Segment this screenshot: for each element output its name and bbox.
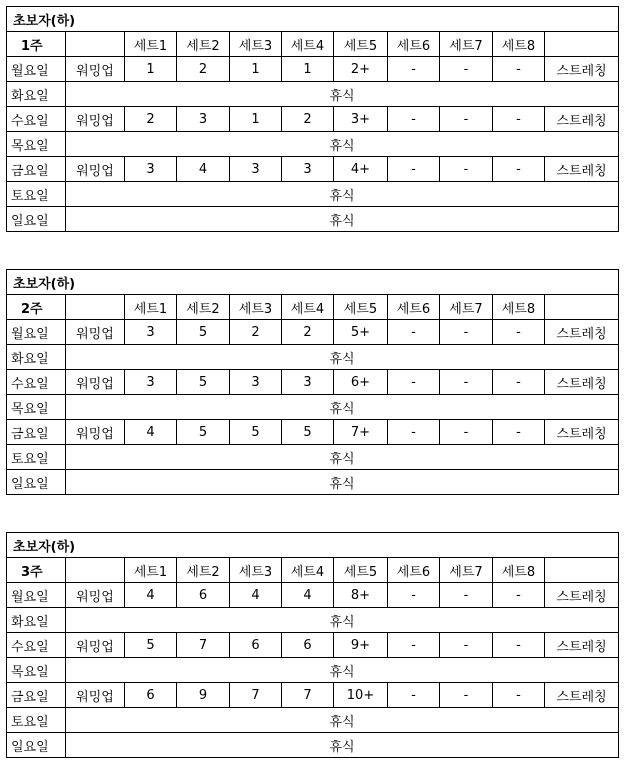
set-cell: - xyxy=(493,633,545,658)
set-cell: 2 xyxy=(177,57,230,82)
header-set-3: 세트3 xyxy=(230,295,282,320)
day-label: 월요일 xyxy=(7,320,66,345)
set-cell: 2 xyxy=(125,107,177,132)
rest-cell: 휴식 xyxy=(66,82,619,107)
set-cell: 6 xyxy=(282,633,334,658)
set-cell: - xyxy=(388,107,440,132)
table-row xyxy=(7,157,619,182)
day-label: 금요일 xyxy=(7,420,66,445)
stretch-cell: 스트레칭 xyxy=(545,370,619,395)
set-cell: 7 xyxy=(177,633,230,658)
header-set-2: 세트2 xyxy=(177,295,230,320)
table-title: 초보자(하) xyxy=(7,533,619,558)
set-cell: 4 xyxy=(125,420,177,445)
set-cell: 1 xyxy=(230,107,282,132)
set-cell: - xyxy=(493,157,545,182)
table-row xyxy=(7,107,619,132)
set-cell: 7 xyxy=(282,683,334,708)
header-set-1: 세트1 xyxy=(125,558,177,583)
header-set-6: 세트6 xyxy=(388,558,440,583)
set-cell: 7+ xyxy=(334,420,388,445)
day-label: 수요일 xyxy=(7,107,66,132)
header-set-8: 세트8 xyxy=(493,558,545,583)
set-cell: 3 xyxy=(125,320,177,345)
day-label: 일요일 xyxy=(7,733,66,758)
table-row xyxy=(7,470,619,495)
rest-cell: 휴식 xyxy=(66,608,619,633)
table-row xyxy=(7,320,619,345)
header-row xyxy=(7,295,619,320)
header-blank xyxy=(545,32,619,57)
set-cell: 7 xyxy=(230,683,282,708)
stretch-cell: 스트레칭 xyxy=(545,683,619,708)
day-label: 월요일 xyxy=(7,57,66,82)
table-row xyxy=(7,445,619,470)
set-cell: 3 xyxy=(230,370,282,395)
set-cell: - xyxy=(493,420,545,445)
warmup-cell: 워밍업 xyxy=(66,57,125,82)
warmup-cell: 워밍업 xyxy=(66,633,125,658)
set-cell: 5 xyxy=(230,420,282,445)
day-label: 금요일 xyxy=(7,157,66,182)
header-set-8: 세트8 xyxy=(493,32,545,57)
week-label: 2주 xyxy=(7,295,66,320)
day-label: 월요일 xyxy=(7,583,66,608)
header-set-6: 세트6 xyxy=(388,32,440,57)
set-cell: 5+ xyxy=(334,320,388,345)
header-set-2: 세트2 xyxy=(177,32,230,57)
header-set-3: 세트3 xyxy=(230,558,282,583)
header-set-4: 세트4 xyxy=(282,558,334,583)
table-row xyxy=(7,132,619,157)
day-label: 일요일 xyxy=(7,470,66,495)
set-cell: 4 xyxy=(230,583,282,608)
set-cell: 3 xyxy=(125,157,177,182)
stretch-cell: 스트레칭 xyxy=(545,633,619,658)
header-set-7: 세트7 xyxy=(440,295,493,320)
table-row xyxy=(7,733,619,758)
set-cell: 5 xyxy=(177,320,230,345)
set-cell: 5 xyxy=(282,420,334,445)
header-blank xyxy=(545,295,619,320)
set-cell: - xyxy=(440,107,493,132)
week-table xyxy=(6,532,619,758)
table-title-row xyxy=(7,533,619,558)
stretch-cell: 스트레칭 xyxy=(545,320,619,345)
rest-cell: 휴식 xyxy=(66,182,619,207)
header-set-4: 세트4 xyxy=(282,295,334,320)
set-cell: - xyxy=(388,57,440,82)
set-cell: - xyxy=(388,683,440,708)
table-row xyxy=(7,345,619,370)
set-cell: - xyxy=(440,320,493,345)
table-row xyxy=(7,370,619,395)
set-cell: 2+ xyxy=(334,57,388,82)
header-set-5: 세트5 xyxy=(334,558,388,583)
day-label: 수요일 xyxy=(7,370,66,395)
set-cell: 5 xyxy=(177,370,230,395)
set-cell: 6 xyxy=(177,583,230,608)
header-blank xyxy=(66,295,125,320)
stretch-cell: 스트레칭 xyxy=(545,420,619,445)
header-set-6: 세트6 xyxy=(388,295,440,320)
set-cell: 4 xyxy=(177,157,230,182)
table-row xyxy=(7,683,619,708)
rest-cell: 휴식 xyxy=(66,395,619,420)
table-title-row xyxy=(7,7,619,32)
day-label: 토요일 xyxy=(7,708,66,733)
set-cell: 3 xyxy=(282,370,334,395)
set-cell: 3 xyxy=(177,107,230,132)
day-label: 일요일 xyxy=(7,207,66,232)
set-cell: - xyxy=(440,57,493,82)
header-row xyxy=(7,32,619,57)
set-cell: 5 xyxy=(125,633,177,658)
set-cell: 5 xyxy=(177,420,230,445)
header-set-3: 세트3 xyxy=(230,32,282,57)
header-set-1: 세트1 xyxy=(125,295,177,320)
set-cell: 4 xyxy=(125,583,177,608)
day-label: 목요일 xyxy=(7,132,66,157)
table-row xyxy=(7,583,619,608)
table-title-row xyxy=(7,270,619,295)
stretch-cell: 스트레칭 xyxy=(545,57,619,82)
warmup-cell: 워밍업 xyxy=(66,320,125,345)
header-blank xyxy=(66,32,125,57)
rest-cell: 휴식 xyxy=(66,132,619,157)
table-row xyxy=(7,182,619,207)
header-set-4: 세트4 xyxy=(282,32,334,57)
table-row xyxy=(7,633,619,658)
set-cell: - xyxy=(493,683,545,708)
set-cell: - xyxy=(493,370,545,395)
header-set-7: 세트7 xyxy=(440,558,493,583)
day-label: 토요일 xyxy=(7,182,66,207)
set-cell: 3 xyxy=(125,370,177,395)
header-set-5: 세트5 xyxy=(334,295,388,320)
rest-cell: 휴식 xyxy=(66,207,619,232)
set-cell: - xyxy=(440,370,493,395)
header-row xyxy=(7,558,619,583)
set-cell: 3 xyxy=(230,157,282,182)
rest-cell: 휴식 xyxy=(66,345,619,370)
set-cell: 6 xyxy=(230,633,282,658)
warmup-cell: 워밍업 xyxy=(66,370,125,395)
warmup-cell: 워밍업 xyxy=(66,107,125,132)
table-row xyxy=(7,395,619,420)
set-cell: 2 xyxy=(230,320,282,345)
set-cell: 1 xyxy=(230,57,282,82)
set-cell: 3 xyxy=(282,157,334,182)
set-cell: - xyxy=(440,157,493,182)
table-row xyxy=(7,82,619,107)
week-label: 1주 xyxy=(7,32,66,57)
table-row xyxy=(7,608,619,633)
set-cell: 4 xyxy=(282,583,334,608)
set-cell: - xyxy=(493,320,545,345)
set-cell: 1 xyxy=(282,57,334,82)
set-cell: - xyxy=(493,107,545,132)
stretch-cell: 스트레칭 xyxy=(545,157,619,182)
set-cell: 9 xyxy=(177,683,230,708)
header-set-5: 세트5 xyxy=(334,32,388,57)
day-label: 수요일 xyxy=(7,633,66,658)
header-set-7: 세트7 xyxy=(440,32,493,57)
table-row xyxy=(7,420,619,445)
set-cell: - xyxy=(493,57,545,82)
table-title: 초보자(하) xyxy=(7,270,619,295)
day-label: 화요일 xyxy=(7,345,66,370)
set-cell: - xyxy=(388,583,440,608)
set-cell: 2 xyxy=(282,320,334,345)
week-label: 3주 xyxy=(7,558,66,583)
set-cell: 1 xyxy=(125,57,177,82)
set-cell: 6 xyxy=(125,683,177,708)
day-label: 토요일 xyxy=(7,445,66,470)
set-cell: 4+ xyxy=(334,157,388,182)
set-cell: - xyxy=(493,583,545,608)
warmup-cell: 워밍업 xyxy=(66,683,125,708)
set-cell: 3+ xyxy=(334,107,388,132)
header-blank xyxy=(545,558,619,583)
header-blank xyxy=(66,558,125,583)
table-row xyxy=(7,708,619,733)
set-cell: - xyxy=(440,633,493,658)
set-cell: 6+ xyxy=(334,370,388,395)
set-cell: - xyxy=(440,583,493,608)
set-cell: 9+ xyxy=(334,633,388,658)
set-cell: - xyxy=(388,633,440,658)
stretch-cell: 스트레칭 xyxy=(545,107,619,132)
rest-cell: 휴식 xyxy=(66,445,619,470)
header-set-8: 세트8 xyxy=(493,295,545,320)
week-table xyxy=(6,6,619,232)
day-label: 목요일 xyxy=(7,395,66,420)
warmup-cell: 워밍업 xyxy=(66,420,125,445)
day-label: 금요일 xyxy=(7,683,66,708)
set-cell: 10+ xyxy=(334,683,388,708)
day-label: 화요일 xyxy=(7,608,66,633)
set-cell: - xyxy=(440,683,493,708)
warmup-cell: 워밍업 xyxy=(66,583,125,608)
table-row xyxy=(7,57,619,82)
set-cell: - xyxy=(388,420,440,445)
header-set-1: 세트1 xyxy=(125,32,177,57)
rest-cell: 휴식 xyxy=(66,733,619,758)
rest-cell: 휴식 xyxy=(66,658,619,683)
table-row xyxy=(7,207,619,232)
stretch-cell: 스트레칭 xyxy=(545,583,619,608)
set-cell: - xyxy=(388,157,440,182)
week-table xyxy=(6,269,619,495)
set-cell: 2 xyxy=(282,107,334,132)
warmup-cell: 워밍업 xyxy=(66,157,125,182)
day-label: 화요일 xyxy=(7,82,66,107)
set-cell: - xyxy=(440,420,493,445)
set-cell: - xyxy=(388,370,440,395)
header-set-2: 세트2 xyxy=(177,558,230,583)
rest-cell: 휴식 xyxy=(66,470,619,495)
table-title: 초보자(하) xyxy=(7,7,619,32)
day-label: 목요일 xyxy=(7,658,66,683)
set-cell: - xyxy=(388,320,440,345)
set-cell: 8+ xyxy=(334,583,388,608)
rest-cell: 휴식 xyxy=(66,708,619,733)
table-row xyxy=(7,658,619,683)
